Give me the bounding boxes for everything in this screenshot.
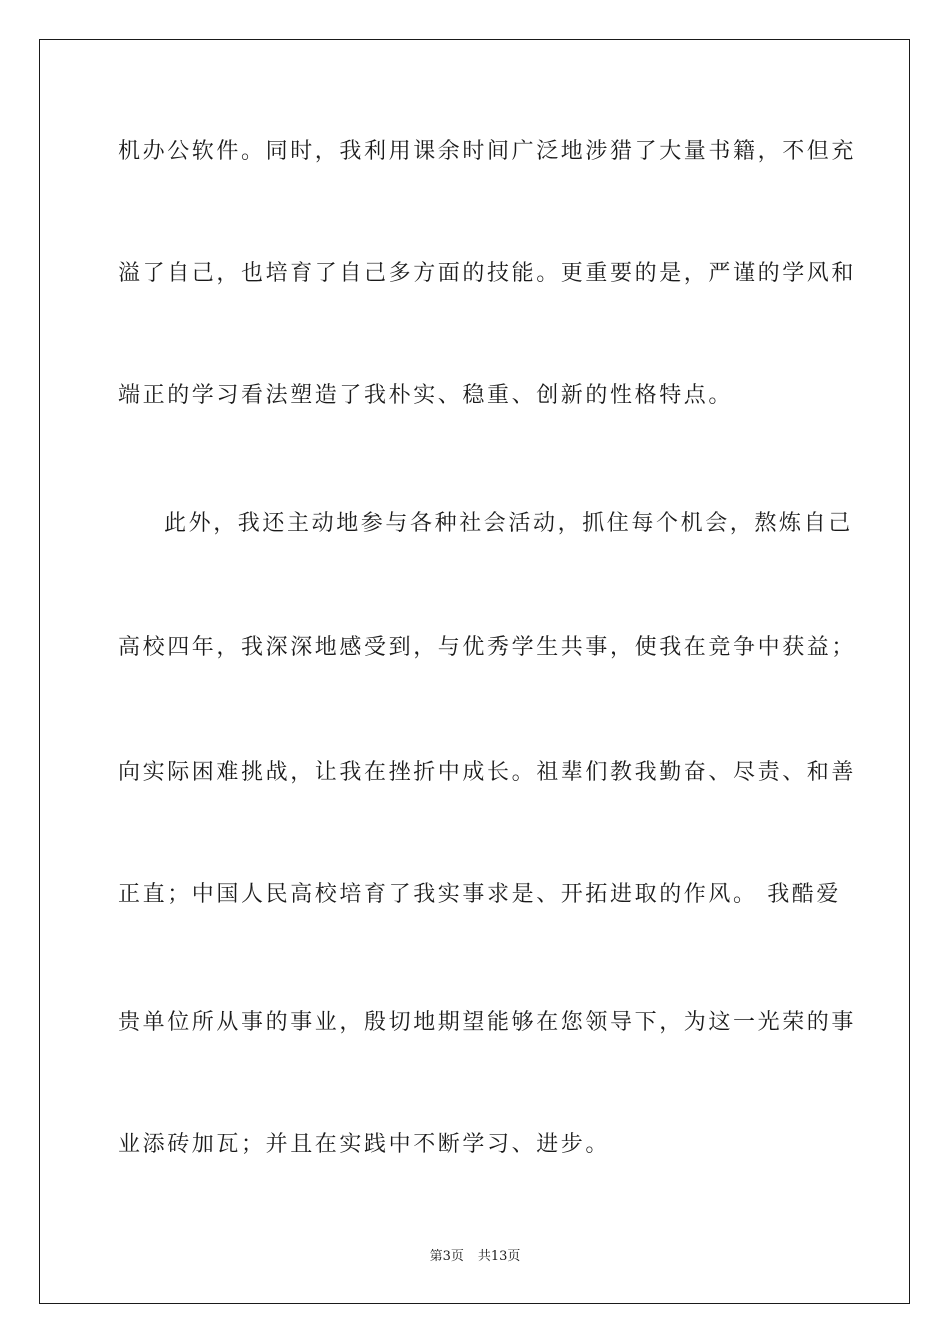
body-text-line: 溢了自己，也培育了自己多方面的技能。更重要的是，严谨的学风和 bbox=[118, 261, 857, 286]
page-border bbox=[39, 39, 910, 1304]
paragraph-first-line: 此外，我还主动地参与各种社会活动，抓住每个机会，熬炼自己 bbox=[164, 511, 853, 536]
body-text-line: 贵单位所从事的事业，殷切地期望能够在您领导下，为这一光荣的事 bbox=[118, 1010, 857, 1035]
page-total: 共13页 bbox=[477, 1249, 521, 1264]
body-text-line: 业添砖加瓦；并且在实践中不断学习、进步。 bbox=[118, 1132, 611, 1157]
page-number: 第3页 bbox=[429, 1249, 464, 1264]
body-text-line: 端正的学习看法塑造了我朴实、稳重、创新的性格特点。 bbox=[118, 383, 734, 408]
body-text-line: 机办公软件。同时，我利用课余时间广泛地涉猎了大量书籍，不但充 bbox=[118, 139, 857, 164]
body-text-line: 正直；中国人民高校培育了我实事求是、开拓进取的作风。 我酷爱 bbox=[118, 882, 841, 907]
body-text-line: 向实际困难挑战，让我在挫折中成长。祖辈们教我勤奋、尽责、和善 bbox=[118, 760, 857, 785]
page-footer bbox=[0, 1248, 950, 1266]
body-text-line: 高校四年，我深深地感受到，与优秀学生共事，使我在竞争中获益； bbox=[118, 635, 857, 660]
